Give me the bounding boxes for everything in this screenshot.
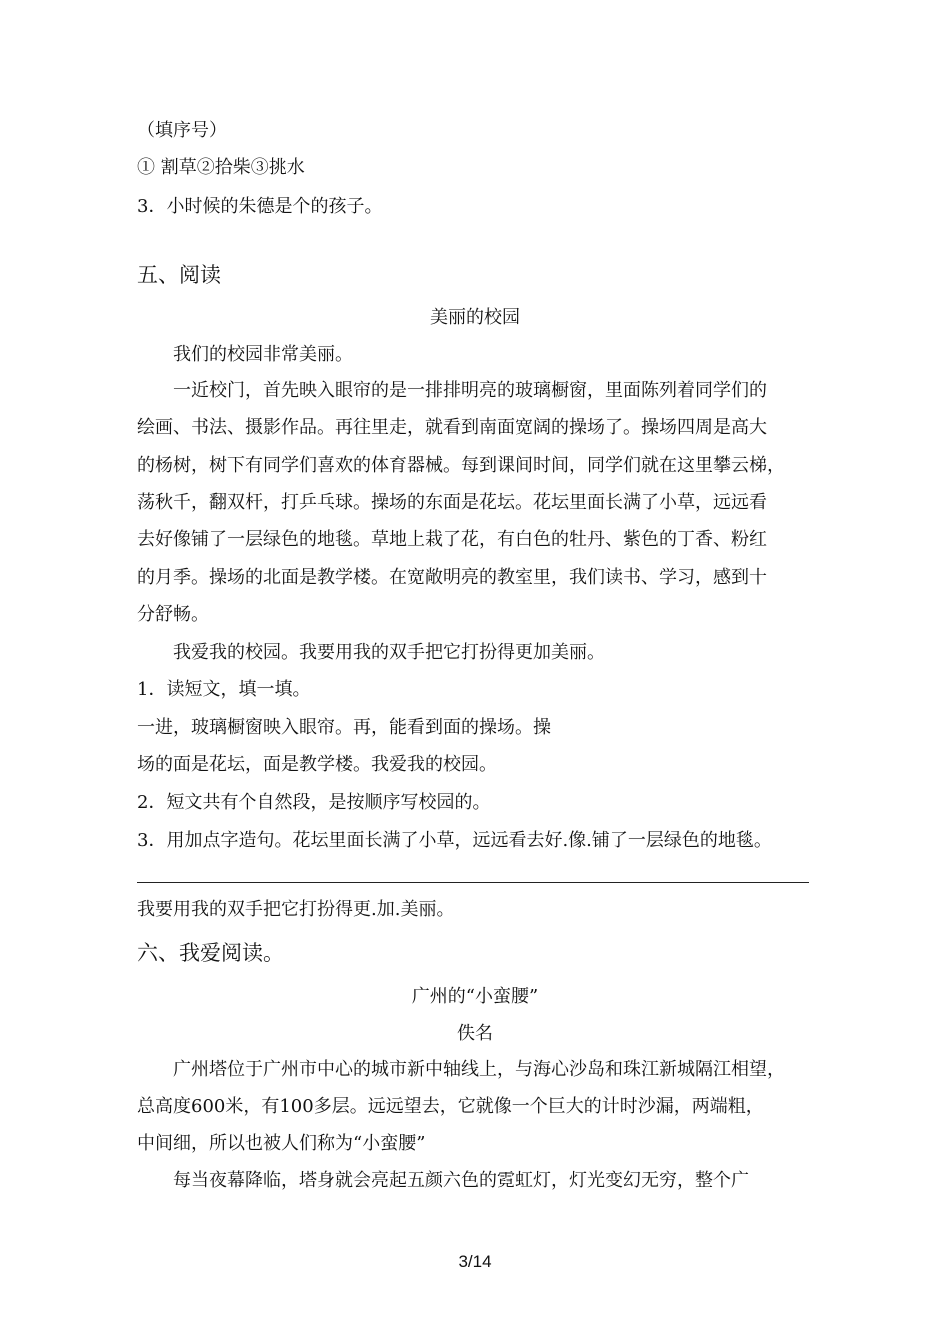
paragraph-1: 我们的校园非常美丽。 — [173, 344, 353, 365]
question-2: 2．短文共有个自然段，是按顺序写校园的。 — [137, 792, 491, 813]
passage-paragraph-line: 中间细，所以也被人们称为“小蛮腰” — [137, 1133, 426, 1154]
paragraph-2-line: 绘画、书法、摄影作品。再往里走，就看到南面宽阔的操场了。操场四周是高大 — [137, 417, 767, 438]
passage-paragraph-line: 总高度600米，有100多层。远远望去，它就像一个巨大的计时沙漏，两端粗， — [137, 1096, 764, 1117]
paragraph-3: 我爱我的校园。我要用我的双手把它打扮得更加美丽。 — [173, 642, 605, 663]
paragraph-2-line: 的月季。操场的北面是教学楼。在宽敞明亮的教室里，我们读书、学习，感到十 — [137, 567, 767, 588]
paragraph-2-line: 一近校门，首先映入眼帘的是一排排明亮的玻璃橱窗，里面陈列着同学们的 — [173, 380, 767, 401]
section-heading-reading: 五、阅读 — [137, 263, 221, 287]
paragraph-2-line: 去好像铺了一层绿色的地毯。草地上栽了花，有白色的牡丹、紫色的丁香、粉红 — [137, 529, 767, 550]
paragraph-2-line: 分舒畅。 — [137, 604, 209, 625]
section-heading-love-reading: 六、我爱阅读。 — [137, 941, 284, 965]
answer-options: ① 割草②拾柴③挑水 — [137, 157, 305, 178]
question-3-sentence-2: 我要用我的双手把它打扮得更.加.美丽。 — [137, 899, 455, 920]
question-1-blank-line: 一进，玻璃橱窗映入眼帘。再，能看到面的操场。操 — [137, 717, 551, 738]
fill-order-hint: （填序号） — [137, 120, 227, 141]
passage-paragraph-2: 每当夜幕降临，塔身就会亮起五颜六色的霓虹灯，灯光变幻无穷，整个广 — [173, 1170, 749, 1191]
passage-title: 美丽的校园 — [430, 307, 520, 328]
answer-underline — [137, 882, 809, 883]
question-3: 3．小时候的朱德是个的孩子。 — [137, 196, 383, 217]
question-1: 1．读短文，填一填。 — [137, 679, 311, 700]
passage-author: 佚名 — [457, 1023, 493, 1044]
question-3-sentence: 3．用加点字造句。花坛里面长满了小草，远远看去好.像.铺了一层绿色的地毯。 — [137, 830, 772, 851]
paragraph-2-line: 的杨树，树下有同学们喜欢的体育器械。每到课间时间，同学们就在这里攀云梯， — [137, 455, 785, 476]
question-1-blank-line: 场的面是花坛，面是教学楼。我爱我的校园。 — [137, 754, 497, 775]
paragraph-2-line: 荡秋千，翻双杆，打乒乓球。操场的东面是花坛。花坛里面长满了小草，远远看 — [137, 492, 767, 513]
passage-paragraph-line: 广州塔位于广州市中心的城市新中轴线上，与海心沙岛和珠江新城隔江相望， — [173, 1059, 785, 1080]
page-number: 3/14 — [458, 1252, 492, 1271]
passage-title: 广州的“小蛮腰” — [411, 986, 539, 1007]
